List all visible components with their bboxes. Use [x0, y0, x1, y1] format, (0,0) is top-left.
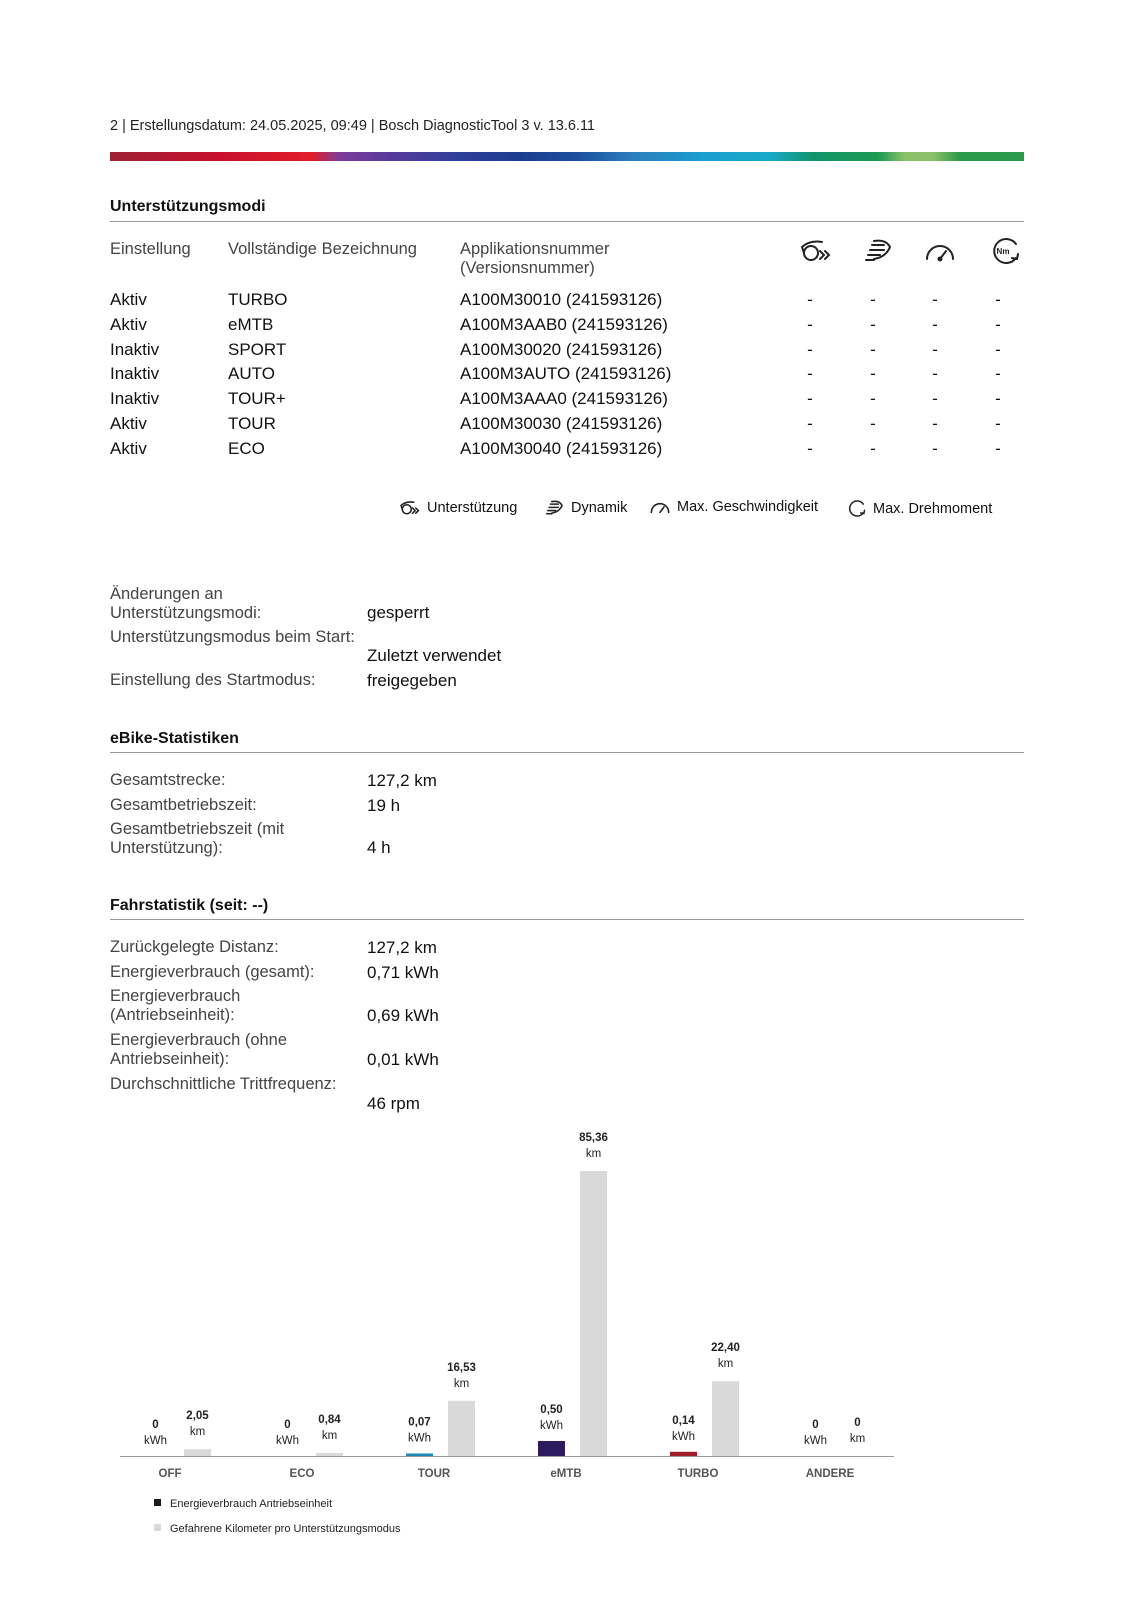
- setting-value: Zuletzt verwendet: [367, 646, 502, 665]
- mode-name-cell: TOUR: [228, 414, 276, 433]
- mode-app-cell: A100M30020 (241593126): [460, 339, 663, 359]
- legend-swatch: [154, 1499, 161, 1506]
- mode-app-cell: A100M30040 (241593126): [460, 438, 663, 458]
- energy-value-label: 0: [284, 1419, 291, 1431]
- legend-max-speed-label: Max. Geschwindigkeit: [677, 499, 819, 515]
- energy-bar: [406, 1454, 433, 1457]
- mode-value-cell: -: [932, 364, 938, 384]
- distance-value-label: 85,36: [579, 1132, 608, 1144]
- legend-support: [399, 499, 517, 517]
- category-label: TOUR: [417, 1468, 451, 1480]
- mode-app-cell: A100M3AAA0 (241593126): [460, 389, 668, 409]
- stat-value: 0,71 kWh: [367, 963, 439, 982]
- legend-swatch: [154, 1524, 161, 1531]
- legend-max-torque: [847, 499, 992, 518]
- torque-icon-label: Nm: [996, 247, 1010, 256]
- brand-color-bar: [110, 152, 1024, 161]
- stat-label: Zurückgelegte Distanz:: [110, 938, 279, 956]
- speedometer-icon: [649, 499, 671, 515]
- mode-value-cell: -: [932, 389, 938, 409]
- section-title-ride-stats: Fahrstatistik (seit: --): [110, 897, 269, 914]
- energy-bar: [538, 1441, 565, 1456]
- category-label: ECO: [289, 1468, 315, 1480]
- mode-app-cell: A100M30010 (241593126): [460, 290, 663, 309]
- legend-label: Energieverbrauch Antriebseinheit: [170, 1498, 333, 1510]
- stat-value: 0,69 kWh: [367, 1006, 439, 1025]
- mode-value-cell: -: [870, 290, 876, 309]
- distance-value-label: 2,05: [186, 1410, 209, 1423]
- legend-label: Gefahrene Kilometer pro Unterstützungsmodus: [170, 1523, 401, 1535]
- energy-unit-label: kWh: [144, 1435, 167, 1447]
- mode-name-cell: ECO: [228, 438, 265, 458]
- mode-value-cell: -: [932, 314, 938, 334]
- setting-label: Einstellung des Startmodus:: [110, 671, 316, 689]
- col-header-app: [460, 240, 609, 278]
- mode-name-cell: AUTO: [228, 364, 275, 384]
- mode-value-cell: -: [995, 438, 1001, 458]
- mode-usage-chart: [110, 1130, 910, 1560]
- speedometer-icon: [924, 239, 956, 263]
- stat-value: 127,2 km: [367, 771, 437, 790]
- mode-value-cell: -: [932, 290, 938, 309]
- stat-value: 19 h: [367, 796, 401, 815]
- mode-value-cell: -: [807, 364, 813, 384]
- distance-unit-label: km: [189, 1426, 206, 1439]
- mode-setting-cell: Inaktiv: [110, 389, 160, 409]
- mode-value-cell: -: [807, 389, 813, 409]
- stat-label: Energieverbrauch (ohne Antriebseinheit):: [110, 1031, 288, 1068]
- energy-bar: [670, 1452, 697, 1456]
- stat-label: Energieverbrauch (gesamt):: [110, 963, 315, 981]
- mode-app-cell: A100M3AUTO (241593126): [460, 364, 672, 384]
- distance-bar: [316, 1453, 343, 1456]
- distance-value-label: 22,40: [711, 1342, 740, 1355]
- mode-value-cell: -: [995, 339, 1001, 359]
- document-header: 2 | Erstellungsdatum: 24.05.2025, 09:49 | Bosch DiagnosticTool 3 v. 13.6.11: [110, 118, 595, 134]
- mode-value-cell: -: [932, 414, 938, 433]
- energy-value-label: 0,14: [672, 1414, 695, 1427]
- distance-unit-label: km: [585, 1148, 602, 1160]
- section-divider: [110, 919, 1024, 920]
- setting-label: Änderungen an Unterstützungsmodi:: [110, 585, 262, 622]
- distance-unit-label: km: [849, 1433, 866, 1445]
- mode-value-cell: -: [995, 414, 1001, 433]
- mode-value-cell: -: [807, 438, 813, 458]
- legend-dynamics: [545, 499, 627, 517]
- mode-app-cell: A100M3AAB0 (241593126): [460, 314, 668, 334]
- mode-value-cell: -: [807, 414, 813, 433]
- torque-icon: [990, 236, 1022, 266]
- dynamics-icon: [864, 237, 894, 265]
- mode-value-cell: -: [870, 364, 876, 384]
- stat-value: 0,01 kWh: [367, 1050, 439, 1069]
- stat-label: Energieverbrauch (Antriebseinheit):: [110, 987, 241, 1024]
- dynamics-icon: [545, 499, 565, 517]
- stat-value: 127,2 km: [367, 938, 437, 957]
- legend-max-torque-label: Max. Drehmoment: [873, 500, 993, 517]
- mode-name-cell: eMTB: [228, 314, 274, 334]
- section-title-ebike-stats: eBike-Statistiken: [110, 730, 239, 747]
- distance-value-label: 0: [854, 1417, 861, 1429]
- mode-value-cell: -: [932, 438, 938, 458]
- section-divider: [110, 752, 1024, 753]
- distance-unit-label: km: [453, 1377, 470, 1390]
- support-icon: [399, 499, 421, 517]
- category-label: eMTB: [550, 1468, 582, 1480]
- mode-value-cell: -: [995, 389, 1001, 409]
- energy-unit-label: kWh: [408, 1432, 431, 1445]
- mode-value-cell: -: [807, 314, 813, 334]
- legend-support-label: Unterstützung: [427, 500, 518, 516]
- energy-unit-label: kWh: [804, 1435, 827, 1447]
- energy-unit-label: kWh: [672, 1430, 695, 1443]
- mode-setting-cell: Inaktiv: [110, 364, 160, 384]
- section-title-modes: Unterstützungsmodi: [110, 198, 266, 215]
- energy-value-label: 0,50: [540, 1404, 563, 1416]
- legend-dynamics-label: Dynamik: [571, 500, 628, 516]
- mode-setting-cell: Aktiv: [110, 290, 147, 309]
- category-label: TURBO: [677, 1468, 719, 1480]
- support-icon: [800, 237, 832, 265]
- distance-bar: [580, 1171, 607, 1456]
- distance-value-label: 0,84: [318, 1414, 341, 1426]
- stat-value: 4 h: [367, 838, 391, 857]
- mode-name-cell: TURBO: [228, 290, 288, 309]
- col-header-app-line1: Applikationsnummer: [460, 240, 610, 258]
- stat-label: Gesamtbetriebszeit:: [110, 796, 257, 814]
- setting-label: Unterstützungsmodus beim Start:: [110, 628, 355, 646]
- category-label: ANDERE: [805, 1468, 855, 1480]
- col-header-setting: Einstellung: [110, 240, 191, 258]
- energy-unit-label: kWh: [540, 1420, 563, 1432]
- distance-unit-label: km: [717, 1358, 734, 1371]
- distance-value-label: 16,53: [447, 1361, 476, 1374]
- stat-label: Durchschnittliche Trittfrequenz:: [110, 1075, 337, 1093]
- mode-setting-cell: Aktiv: [110, 414, 147, 433]
- distance-bar: [712, 1381, 739, 1456]
- energy-unit-label: kWh: [276, 1435, 299, 1447]
- mode-value-cell: -: [870, 389, 876, 409]
- mode-value-cell: -: [995, 314, 1001, 334]
- energy-value-label: 0: [152, 1419, 159, 1431]
- mode-name-cell: TOUR+: [228, 389, 286, 409]
- torque-icon: [847, 499, 867, 518]
- mode-value-cell: -: [870, 438, 876, 458]
- legend-max-speed: [649, 499, 818, 515]
- mode-value-cell: -: [870, 414, 876, 433]
- stat-label: Gesamtstrecke:: [110, 771, 226, 789]
- col-header-app-line2: (Versionsnummer): [460, 259, 595, 277]
- mode-setting-cell: Inaktiv: [110, 339, 160, 359]
- mode-value-cell: -: [995, 290, 1001, 309]
- mode-setting-cell: Aktiv: [110, 314, 147, 334]
- distance-unit-label: km: [321, 1430, 338, 1442]
- mode-value-cell: -: [870, 314, 876, 334]
- stat-label: Gesamtbetriebszeit (mit Unterstützung):: [110, 820, 285, 857]
- mode-setting-cell: Aktiv: [110, 438, 147, 458]
- setting-value: freigegeben: [367, 671, 457, 690]
- setting-value: gesperrt: [367, 603, 430, 622]
- col-header-name: Vollständige Bezeichnung: [228, 240, 417, 258]
- distance-bar: [184, 1449, 211, 1456]
- mode-value-cell: -: [807, 339, 813, 359]
- mode-name-cell: SPORT: [228, 339, 287, 359]
- mode-value-cell: -: [870, 339, 876, 359]
- mode-value-cell: -: [807, 290, 813, 309]
- mode-app-cell: A100M30030 (241593126): [460, 414, 663, 433]
- mode-value-cell: -: [995, 364, 1001, 384]
- energy-value-label: 0: [812, 1419, 819, 1431]
- distance-bar: [448, 1401, 475, 1456]
- stat-value: 46 rpm: [367, 1094, 420, 1113]
- energy-value-label: 0,07: [408, 1416, 431, 1429]
- section-divider: [110, 221, 1024, 222]
- mode-value-cell: -: [932, 339, 938, 359]
- category-label: OFF: [158, 1468, 182, 1480]
